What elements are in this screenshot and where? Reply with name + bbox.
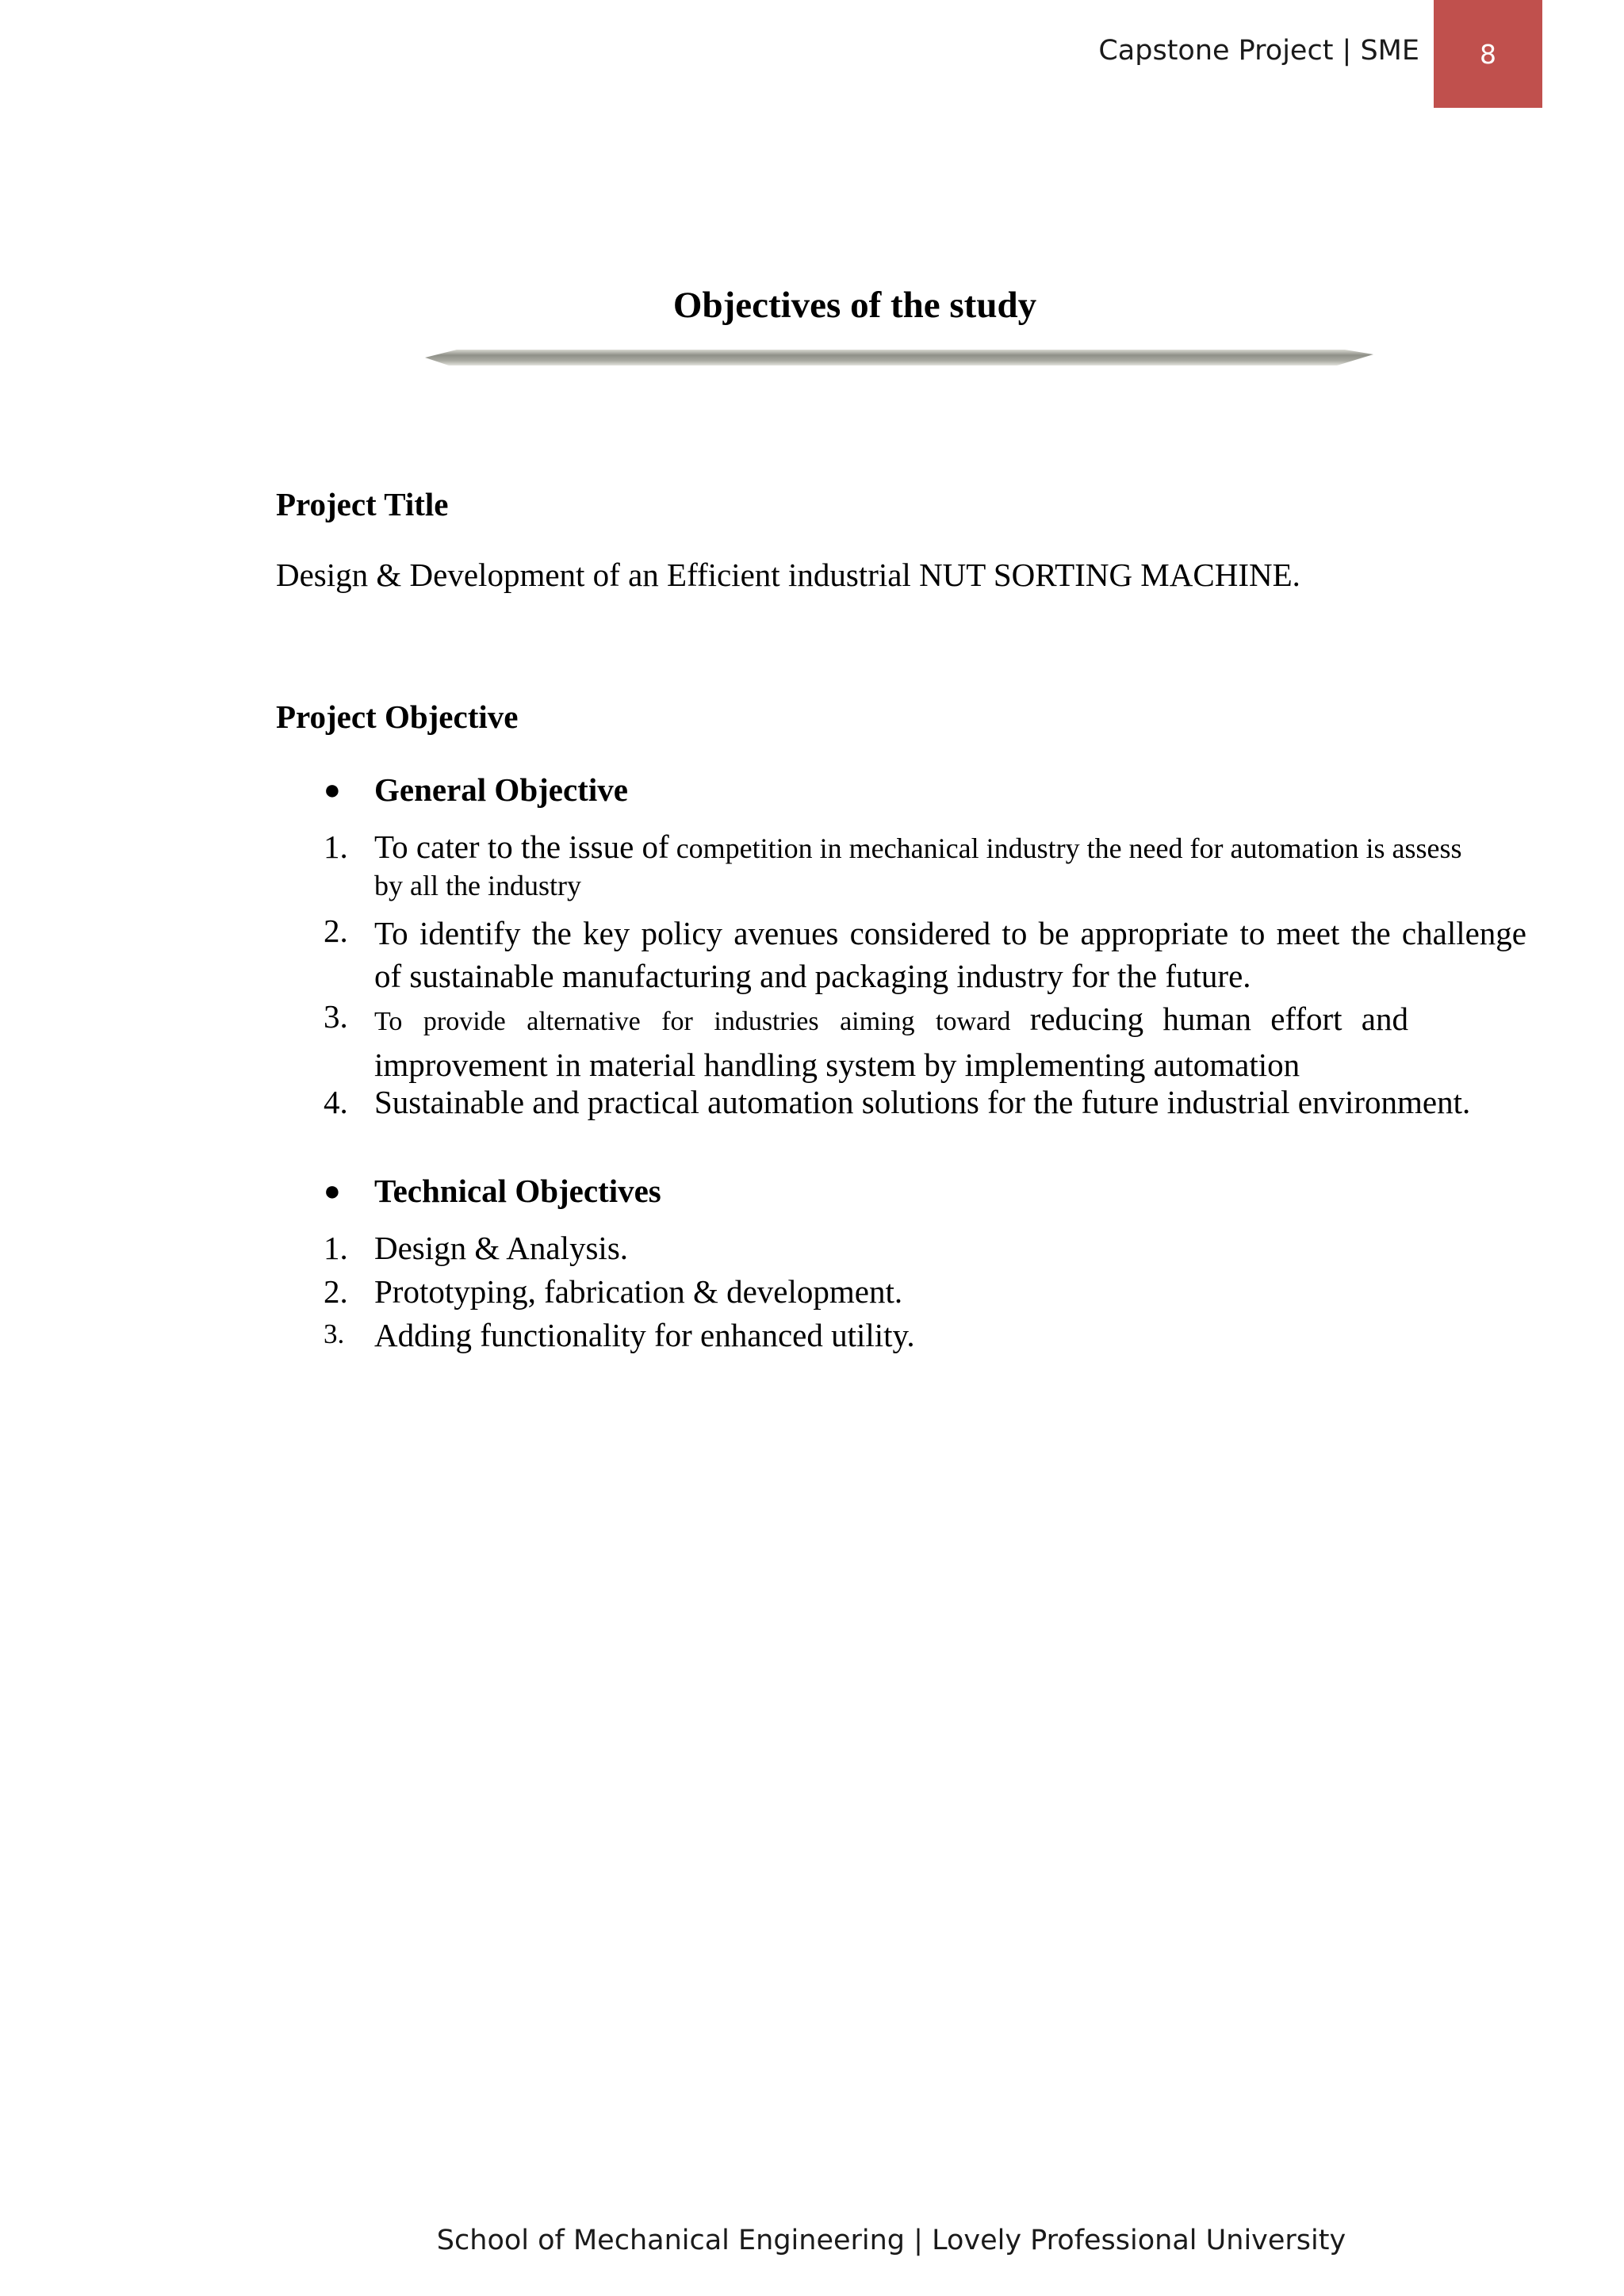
item-line: To identify the key policy avenues considered to be appropriate to meet the challenge	[374, 915, 1526, 951]
list-number: 2.	[324, 1273, 348, 1310]
running-header: Capstone Project | SME	[1098, 35, 1419, 67]
page-number: 8	[1480, 38, 1496, 70]
list-number: 4.	[324, 1084, 348, 1120]
project-objective-heading: Project Objective	[276, 698, 519, 735]
technical-objectives-heading: Technical Objectives	[374, 1173, 661, 1209]
list-number: 3.	[324, 998, 348, 1035]
general-objective-item-2	[374, 912, 1526, 997]
page-footer: School of Mechanical Engineering | Lovely Professional University	[436, 2225, 1346, 2256]
item-line: improvement in material handling system by implementing automation	[374, 1047, 1300, 1083]
page-number-badge	[1434, 0, 1542, 108]
item-text: reducing human effort and	[1010, 1001, 1408, 1037]
list-number: 1.	[324, 828, 348, 865]
technical-objective-item-3: Adding functionality for enhanced utility.	[374, 1317, 915, 1353]
item-text: To cater to the issue of	[374, 828, 669, 865]
general-objective-heading: General Objective	[374, 771, 628, 808]
project-title-heading: Project Title	[276, 486, 449, 522]
item-line: by all the industry	[374, 870, 581, 901]
list-number: 2.	[324, 913, 348, 949]
title-underline-rule	[425, 346, 1373, 369]
list-number: 3.	[324, 1318, 345, 1349]
project-title-text: Design & Development of an Efficient industrial NUT SORTING MACHINE.	[276, 557, 1300, 593]
bullet-icon: ●	[324, 774, 341, 806]
item-line	[374, 997, 1526, 1043]
item-line: of sustainable manufacturing and packaging industry for the future.	[374, 958, 1251, 994]
general-objective-item-4	[374, 1083, 1526, 1121]
item-line	[374, 828, 1526, 866]
list-number: 1.	[324, 1230, 348, 1266]
bullet-icon: ●	[324, 1175, 341, 1207]
general-objective-item-1	[374, 828, 1526, 902]
item-line: Sustainable and practical automation solutions for the future industrial environment.	[374, 1084, 1471, 1120]
general-objective-item-3	[374, 997, 1526, 1086]
technical-objective-item-1: Design & Analysis.	[374, 1230, 629, 1266]
item-text: To provide alternative for industries aiming toward	[374, 1007, 1011, 1036]
technical-objective-item-2: Prototyping, fabrication & development.	[374, 1273, 903, 1310]
item-text: competition in mechanical industry the need for automation is assess	[668, 832, 1462, 864]
page-title: Objectives of the study	[672, 285, 1037, 326]
